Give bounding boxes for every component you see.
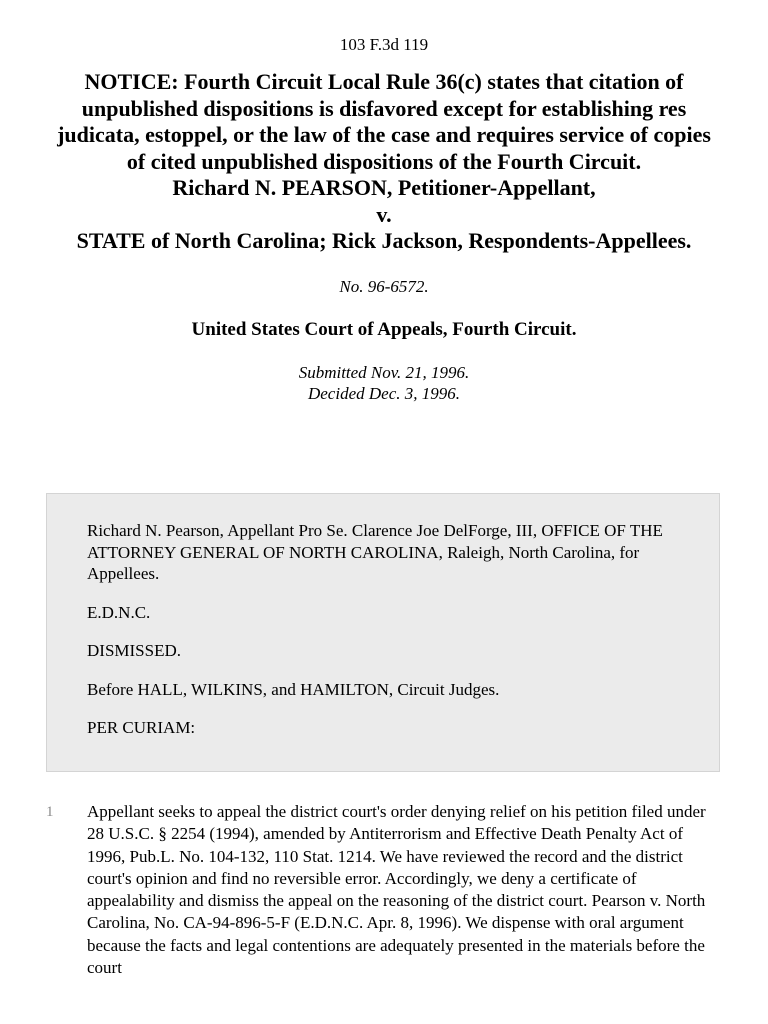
disposition: DISMISSED.: [87, 641, 181, 660]
case-caption: [46, 69, 722, 255]
notice-text: NOTICE: Fourth Circuit Local Rule 36(c) states that citation of unpublished dispositions is disfavored except for establishing res judicata, estoppel, or the law of the case and requires service of copies of cited unpublished dispositions of the Fourth Circuit.: [57, 69, 711, 174]
appellant-name: Richard N. PEARSON, Petitioner-Appellant,: [172, 175, 596, 200]
paragraph-number[interactable]: 1: [46, 804, 54, 820]
case-header-box: [46, 493, 720, 772]
versus: v.: [376, 201, 392, 227]
appellees-name: STATE of North Carolina; Rick Jackson, Respondents-Appellees.: [76, 228, 692, 253]
lower-court: E.D.N.C.: [87, 602, 151, 622]
paragraph-text: Appellant seeks to appeal the district court's order denying relief on his petition filed under 28 U.S.C. § 2254 (1994), amended by Antiterrorism and Effective Death Penalty Act of 1996, Pub.L. No. 104-132, 110 Stat. 1214. We have reviewed the record and the district court's opinion and find no reversible error. Accordingly, we deny a certificate of appealability and dismiss the appeal on the reasoning of the district court. Pearson v. North Carolina, No. CA-94-896-5-F (E.D.N.C. Apr. 8, 1996). We dispense with oral argument because the facts and legal contentions are adequately presented in the materials before the court: [87, 802, 706, 978]
submitted-date: Submitted Nov. 21, 1996.: [298, 362, 470, 382]
decided-date: Decided Dec. 3, 1996.: [307, 383, 460, 403]
counsel-text: Richard N. Pearson, Appellant Pro Se. Clarence Joe DelForge, III, OFFICE OF THE ATTORNEY GENERAL OF NORTH CAROLINA, Raleigh, North Carolina, for Appellees.: [87, 521, 663, 583]
citation: 103 F.3d 119: [339, 35, 429, 54]
opinion-paragraph: [46, 801, 720, 979]
court-name: United States Court of Appeals, Fourth Circuit.: [191, 318, 577, 340]
case-dates: [0, 362, 768, 404]
panel: Before HALL, WILKINS, and HAMILTON, Circuit Judges.: [87, 679, 500, 699]
opinion-author: PER CURIAM:: [87, 718, 196, 737]
docket-number: No. 96-6572.: [339, 276, 429, 296]
